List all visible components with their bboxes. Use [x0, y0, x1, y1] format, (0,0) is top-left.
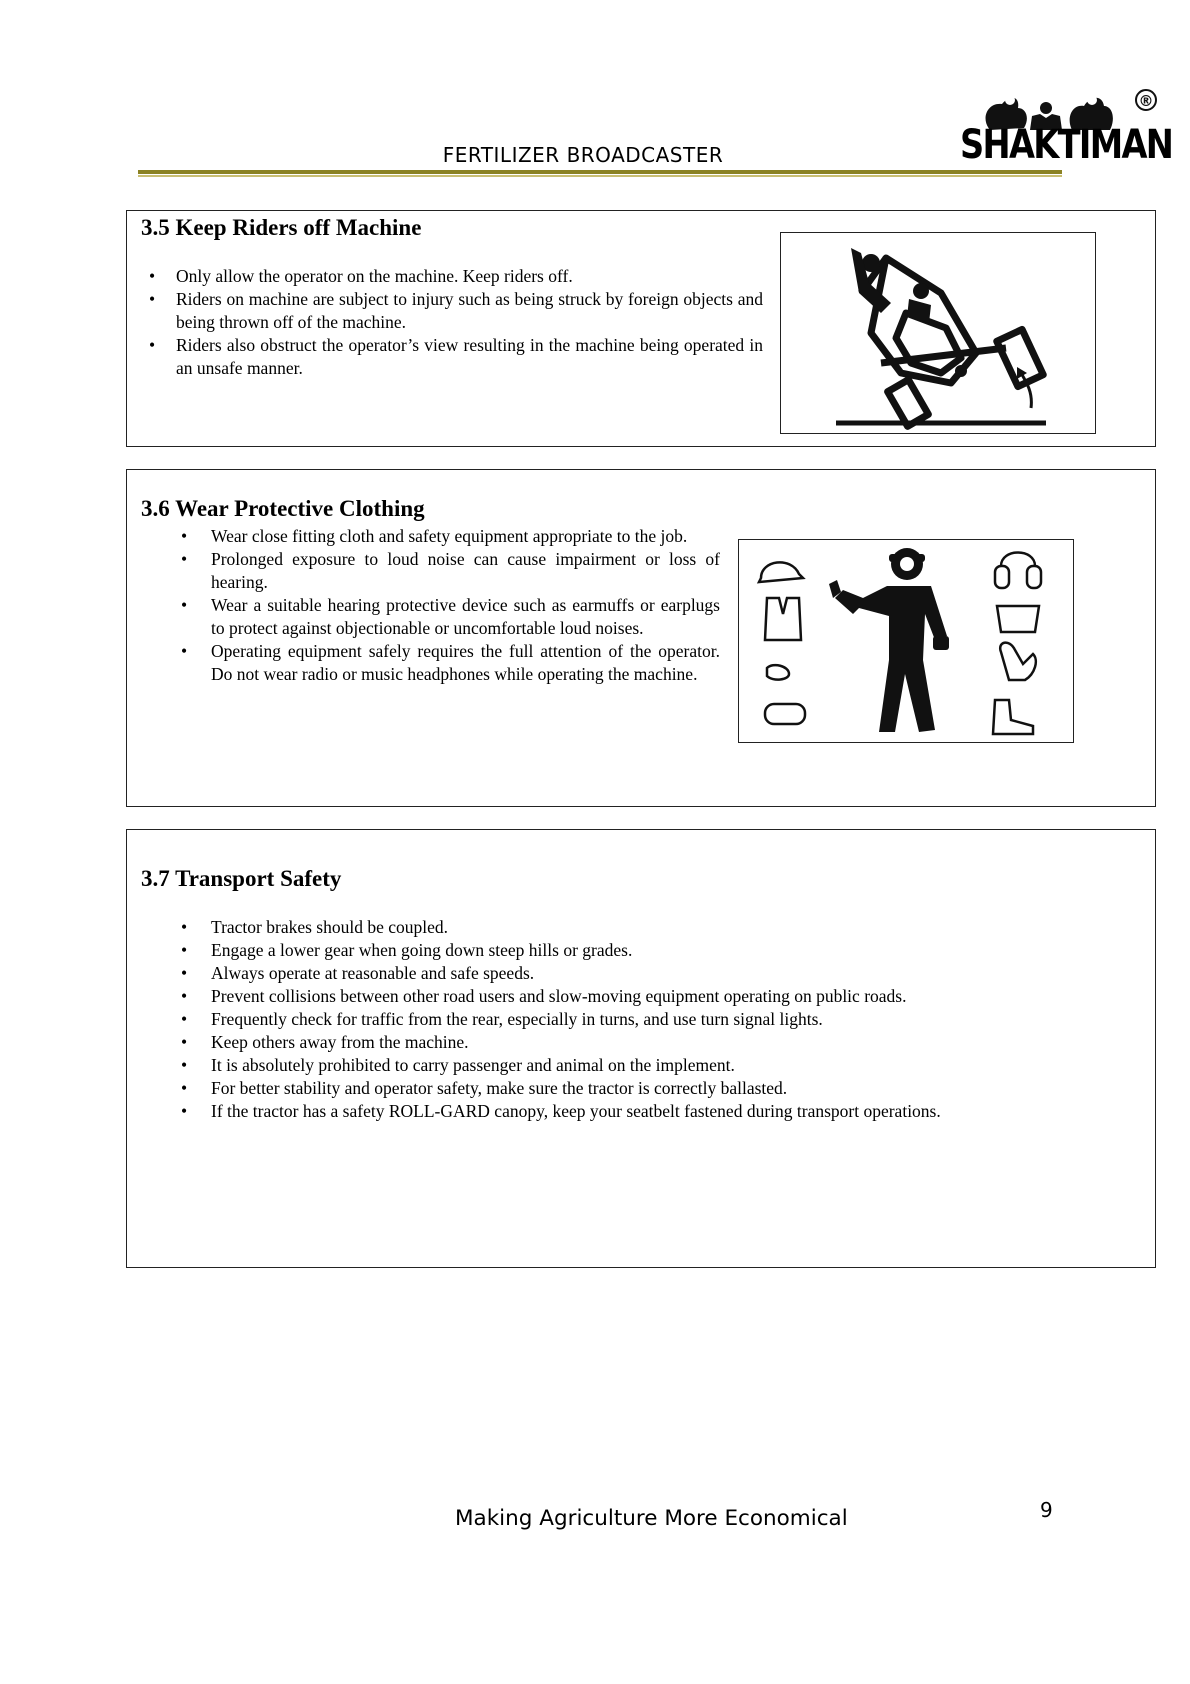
list-item: • Prolonged exposure to loud noise can cause impairment or loss of hearing.: [141, 548, 720, 594]
svg-text:®: ®: [1138, 92, 1154, 110]
list-item: • Only allow the operator on the machine. Keep riders off.: [141, 265, 763, 288]
bullet-list: [141, 916, 1141, 1123]
shaktiman-logo: [960, 78, 1173, 174]
list-item: • Keep others away from the machine.: [141, 1031, 1141, 1054]
list-item: • Frequently check for traffic from the rear, especially in turns, and use turn signal lights.: [141, 1008, 1141, 1031]
document-header-title: FERTILIZER BROADCASTER: [442, 143, 724, 167]
list-item: • Wear close fitting cloth and safety equipment appropriate to the job.: [141, 525, 720, 548]
page-number: 9: [1040, 1498, 1053, 1522]
section-wear-protective-clothing: [126, 469, 1156, 807]
list-item: • Prevent collisions between other road users and slow-moving equipment operating on public roads.: [141, 985, 1141, 1008]
list-item: • Operating equipment safely requires the full attention of the operator. Do not wear radio or music headphones while operating the machine.: [141, 640, 720, 686]
section-heading: 3.5 Keep Riders off Machine: [141, 215, 422, 240]
bullet-list: [141, 525, 720, 686]
list-item: • Engage a lower gear when going down steep hills or grades.: [141, 939, 1141, 962]
section-heading: 3.6 Wear Protective Clothing: [141, 496, 425, 521]
header-rule-light: [138, 175, 1062, 177]
protective-equipment-icon: [738, 539, 1074, 743]
header-rule: [138, 170, 1062, 174]
logo-wordmark: SHAKTIMAN: [960, 122, 1173, 168]
section-heading: 3.7 Transport Safety: [141, 866, 342, 891]
tractor-rollover-riders-icon: [780, 232, 1096, 434]
list-item: • Always operate at reasonable and safe speeds.: [141, 962, 1141, 985]
list-item: • It is absolutely prohibited to carry passenger and animal on the implement.: [141, 1054, 1141, 1077]
list-item: • If the tractor has a safety ROLL-GARD canopy, keep your seatbelt fastened during transport operations.: [141, 1100, 1141, 1123]
list-item: • Riders also obstruct the operator’s view resulting in the machine being operated in an unsafe manner.: [141, 334, 763, 380]
footer-tagline: Making Agriculture More Economical: [455, 1506, 848, 1531]
bullet-list: [141, 265, 763, 380]
section-keep-riders-off: [126, 210, 1156, 447]
list-item: • Riders on machine are subject to injury such as being struck by foreign objects and being thrown off of the machine.: [141, 288, 763, 334]
list-item: • For better stability and operator safety, make sure the tractor is correctly ballasted.: [141, 1077, 1141, 1100]
section-transport-safety: [126, 829, 1156, 1268]
list-item: • Wear a suitable hearing protective device such as earmuffs or earplugs to protect against objectionable or uncomfortable loud noises.: [141, 594, 720, 640]
list-item: • Tractor brakes should be coupled.: [141, 916, 1141, 939]
